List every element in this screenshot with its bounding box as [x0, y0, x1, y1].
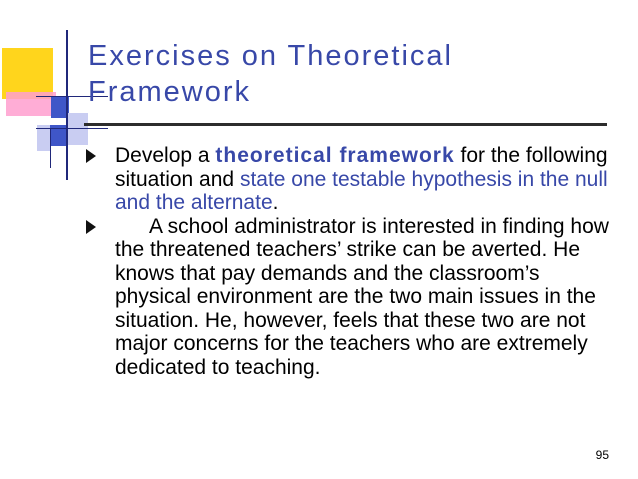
right-triangle-icon: [86, 220, 96, 234]
decor-horizontal-line: [36, 128, 108, 129]
page-number: 95: [595, 448, 609, 462]
decor-vertical-line: [66, 30, 68, 180]
bullet-item: [84, 215, 616, 380]
keyword-theoretical-framework: theoretical framework: [215, 144, 455, 167]
title-underline: [84, 123, 607, 126]
decor-vertical-line: [50, 128, 51, 168]
slide-title: Exercises on Theoretical Framework: [88, 40, 454, 108]
bullet-item: [84, 144, 616, 215]
highlight-hypothesis: state one testable hypothesis in the null and the alternate: [115, 167, 608, 214]
right-triangle-icon: [86, 149, 96, 163]
bullet-list: [84, 144, 616, 379]
bullet-text: for the following situation and: [115, 144, 608, 191]
decor-lavender-square: [66, 113, 88, 145]
bullet-text: A school administrator is interested in finding how the threatened teachers’ strike can be averted. He knows that pay demands and the classroom’s physical environment are the two main issues in the situation. He, however, feels that these two are not major concerns for the teachers who are extremely dedicated to teaching.: [115, 214, 609, 379]
bullet-text: .: [272, 191, 279, 214]
bullet-text: Develop a: [115, 144, 216, 167]
